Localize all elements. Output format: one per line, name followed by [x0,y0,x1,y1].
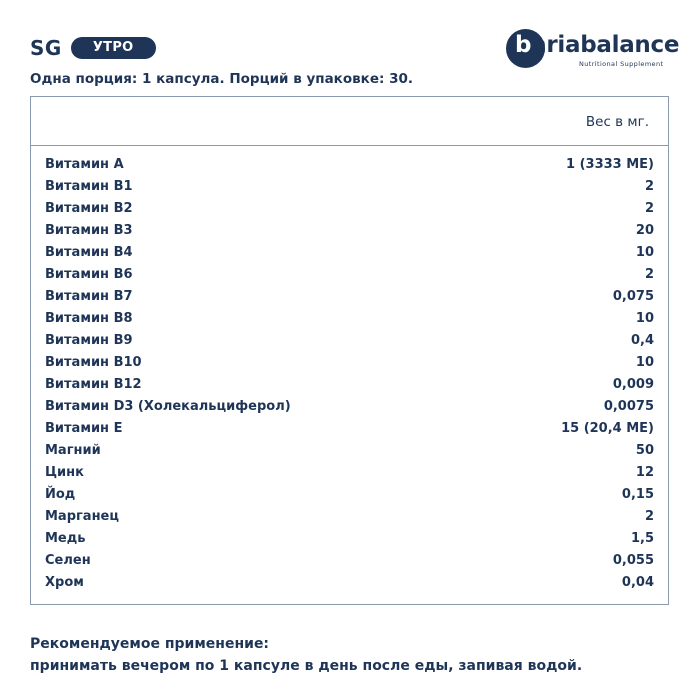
table-row [45,374,654,396]
nutrient-name: Магний [45,443,101,458]
nutrient-name: Витамин B9 [45,333,133,348]
nutrient-value: 0,055 [612,553,654,568]
nutrient-name: Витамин D3 (Холекальциферол) [45,399,291,414]
nutrient-name: Хром [45,575,84,590]
nutrient-value: 15 (20,4 МЕ) [561,421,654,436]
nutrient-value: 2 [644,201,654,216]
table-row [45,528,654,550]
nutrient-name: Витамин B2 [45,201,133,216]
nutrient-value: 10 [635,355,654,370]
brand-logo [506,29,680,71]
nutrient-name: Марганец [45,509,120,524]
table-row [45,242,654,264]
nutrient-name: Витамин E [45,421,123,436]
table-row [45,396,654,418]
nutrient-value: 2 [644,509,654,524]
table-row [45,286,654,308]
nutrient-name: Цинк [45,465,84,480]
time-badge: УТРО [71,37,156,59]
nutrient-value: 0,15 [621,487,654,502]
nutrient-name: Селен [45,553,91,568]
nutrient-value: 0,075 [612,289,654,304]
nutrient-value: 0,0075 [603,399,654,414]
table-header [31,97,668,146]
table-row [45,550,654,572]
nutrient-value: 50 [635,443,654,458]
nutrient-value: 0,009 [612,377,654,392]
logo-text-rest: ariabalance [531,32,680,58]
table-rows [45,154,654,594]
nutrient-name: Витамин B8 [45,311,133,326]
nutrient-value: 0,04 [621,575,654,590]
table-row [45,462,654,484]
table-row [45,198,654,220]
logo-letter-b: b [515,32,532,58]
nutrient-name: Витамин B3 [45,223,133,238]
logo-subtitle: Nutritional Supplement [579,60,664,68]
usage-instructions [30,633,582,677]
nutrient-name: Витамин B1 [45,179,133,194]
nutrient-name: Витамин B10 [45,355,142,370]
table-row [45,154,654,176]
usage-text: принимать вечером по 1 капсуле в день после еды, запивая водой. [30,658,583,674]
nutrient-name: Витамин B12 [45,377,142,392]
nutrient-name: Витамин B4 [45,245,133,260]
nutrient-name: Витамин A [45,157,124,172]
nutrient-value: 10 [635,245,654,260]
nutrient-value: 12 [635,465,654,480]
nutrient-value: 20 [635,223,654,238]
table-row [45,506,654,528]
product-header [30,36,156,60]
nutrient-value: 1 (3333 МЕ) [566,157,654,172]
table-row [45,220,654,242]
table-row [45,484,654,506]
nutrient-value: 2 [644,267,654,282]
nutrient-value: 1,5 [630,531,654,546]
table-row [45,264,654,286]
logo-wordmark [515,32,679,58]
table-row [45,330,654,352]
nutrient-value: 2 [644,179,654,194]
table-row [45,572,654,594]
nutrient-name: Витамин B6 [45,267,133,282]
nutrient-value: 0,4 [630,333,654,348]
nutrient-name: Медь [45,531,86,546]
serving-info: Одна порция: 1 капсула. Порций в упаковке: 30. [30,71,413,87]
table-row [45,440,654,462]
table-row [45,176,654,198]
table-row [45,308,654,330]
table-row [45,352,654,374]
product-code: SG [30,36,62,60]
nutrient-value: 10 [635,311,654,326]
nutrient-name: Витамин B7 [45,289,133,304]
table-row [45,418,654,440]
nutrient-name: Йод [45,487,76,502]
usage-title: Рекомендуемое применение: [30,636,270,652]
nutrition-table [30,96,669,605]
weight-column-header: Вес в мг. [585,114,649,130]
